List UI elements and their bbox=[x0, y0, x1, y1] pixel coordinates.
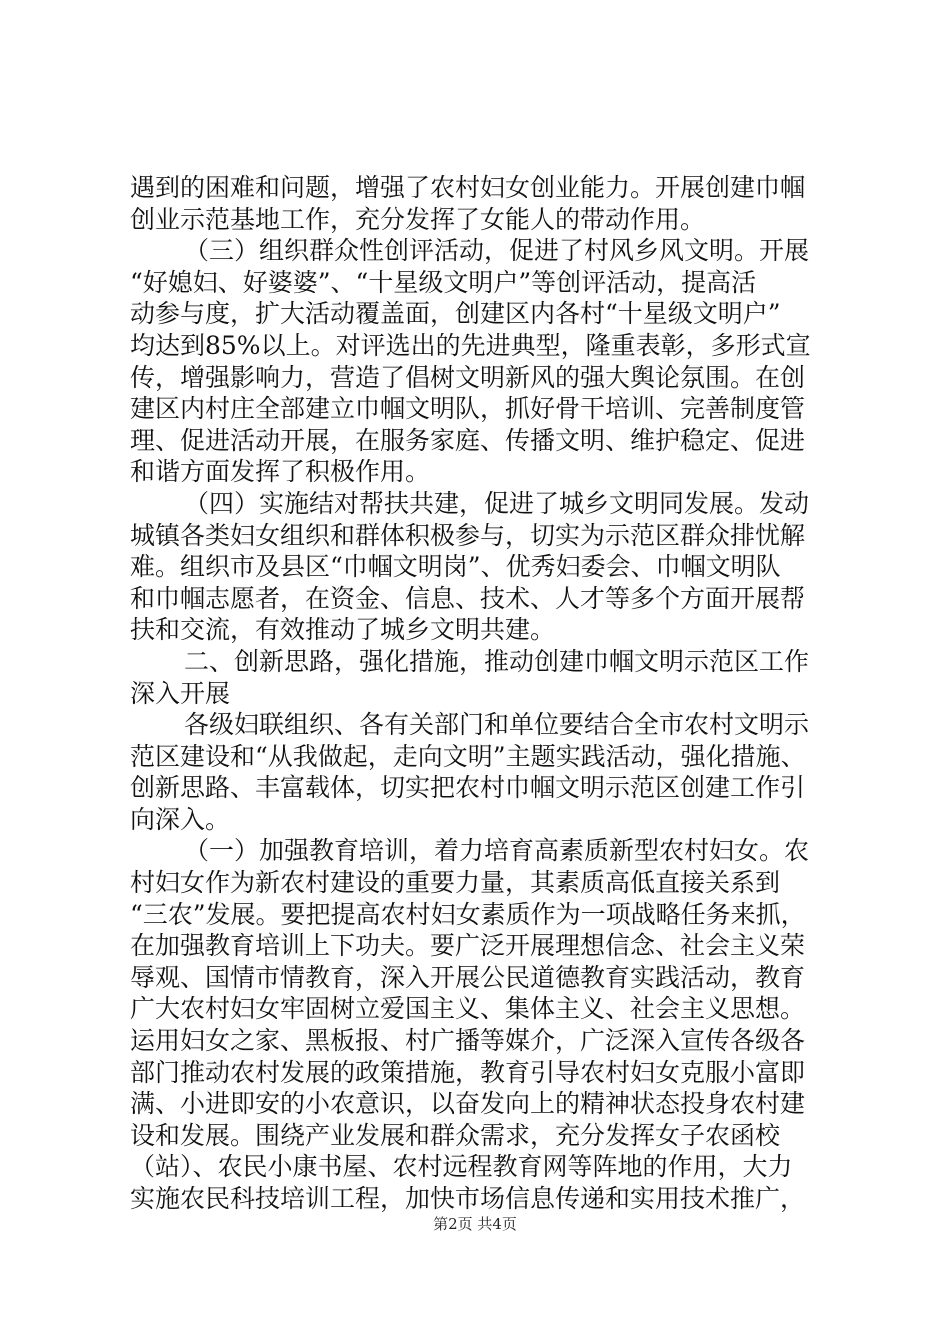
section-heading: 二、创新思路，强化措施，推动创建巾帼文明示范区工作 bbox=[184, 646, 810, 676]
text-line: 遇到的困难和问题，增强了农村妇女创业能力。开展创建巾帼 bbox=[130, 173, 806, 202]
body-text bbox=[130, 172, 830, 1215]
page-number: 第2页 共4页 bbox=[433, 1215, 517, 1233]
text-line: （四）实施结对帮扶共建，促进了城乡文明同发展。发动 bbox=[184, 488, 810, 518]
text-line: 城镇各类妇女组织和群体积极参与，切实为示范区群众排忧解 bbox=[130, 520, 806, 550]
text-line: 建区内村庄全部建立巾帼文明队，抓好骨干培训、完善制度管 bbox=[130, 394, 806, 424]
text-line: 满、小进即安的小农意识，以奋发向上的精神状态投身农村建 bbox=[130, 1089, 806, 1119]
text-line: （一）加强教育培训，着力培育高素质新型农村妇女。农 bbox=[184, 836, 810, 866]
text-line: 部门推动农村发展的政策措施，教育引导农村妇女克服小富即 bbox=[130, 1057, 806, 1087]
text-line: 扶和交流，有效推动了城乡文明共建。 bbox=[130, 615, 556, 645]
section-heading: 深入开展 bbox=[130, 678, 231, 708]
text-line: 设和发展。围绕产业发展和群众需求，充分发挥女子农函校 bbox=[130, 1120, 781, 1150]
text-line: 向深入。 bbox=[130, 804, 231, 834]
text-line: 村妇女作为新农村建设的重要力量，其素质高低直接关系到 bbox=[130, 868, 781, 898]
text-line: 广大农村妇女牢固树立爱国主义、集体主义、社会主义思想。 bbox=[130, 994, 806, 1024]
text-line: 范区建设和“从我做起，走向文明”主题实践活动，强化措施、 bbox=[130, 741, 806, 771]
text-line: 和谐方面发挥了积极作用。 bbox=[130, 457, 431, 487]
text-line: 创新思路、丰富载体，切实把农村巾帼文明示范区创建工作引 bbox=[130, 773, 806, 803]
text-line: 难。组织市及县区“巾帼文明岗”、优秀妇委会、巾帼文明队 bbox=[130, 552, 781, 582]
text-line: 在加强教育培训上下功夫。要广泛开展理想信念、社会主义荣 bbox=[130, 931, 806, 961]
text-line: 理、促进活动开展，在服务家庭、传播文明、维护稳定、促进 bbox=[130, 425, 806, 455]
text-line: 传，增强影响力，营造了倡树文明新风的强大舆论氛围。在创 bbox=[130, 362, 806, 392]
text-line: 动参与度，扩大活动覆盖面，创建区内各村“十星级文明户” bbox=[130, 299, 781, 329]
text-line: 各级妇联组织、各有关部门和单位要结合全市农村文明示 bbox=[184, 710, 810, 740]
text-line: 均达到85%以上。对评选出的先进典型，隆重表彰，多形式宣 bbox=[130, 330, 811, 360]
text-line: 和巾帼志愿者，在资金、信息、技术、人才等多个方面开展帮 bbox=[130, 583, 806, 613]
text-line: （站）、农民小康书屋、农村远程教育网等阵地的作用，大力 bbox=[130, 1152, 793, 1182]
text-line: 辱观、国情市情教育，深入开展公民道德教育实践活动，教育 bbox=[130, 962, 806, 992]
text-line: （三）组织群众性创评活动，促进了村风乡风文明。开展 bbox=[184, 236, 810, 266]
text-line: 创业示范基地工作，充分发挥了女能人的带动作用。 bbox=[130, 204, 706, 234]
text-line: 运用妇女之家、黑板报、村广播等媒介，广泛深入宣传各级各 bbox=[130, 1026, 806, 1056]
text-line: “好媳妇、好婆婆”、“十星级文明户”等创评活动，提高活 bbox=[130, 267, 757, 297]
text-line: “三农”发展。要把提高农村妇女素质作为一项战略任务来抓， bbox=[130, 899, 806, 929]
text-line: 实施农民科技培训工程，加快市场信息传递和实用技术推广， bbox=[130, 1184, 806, 1213]
